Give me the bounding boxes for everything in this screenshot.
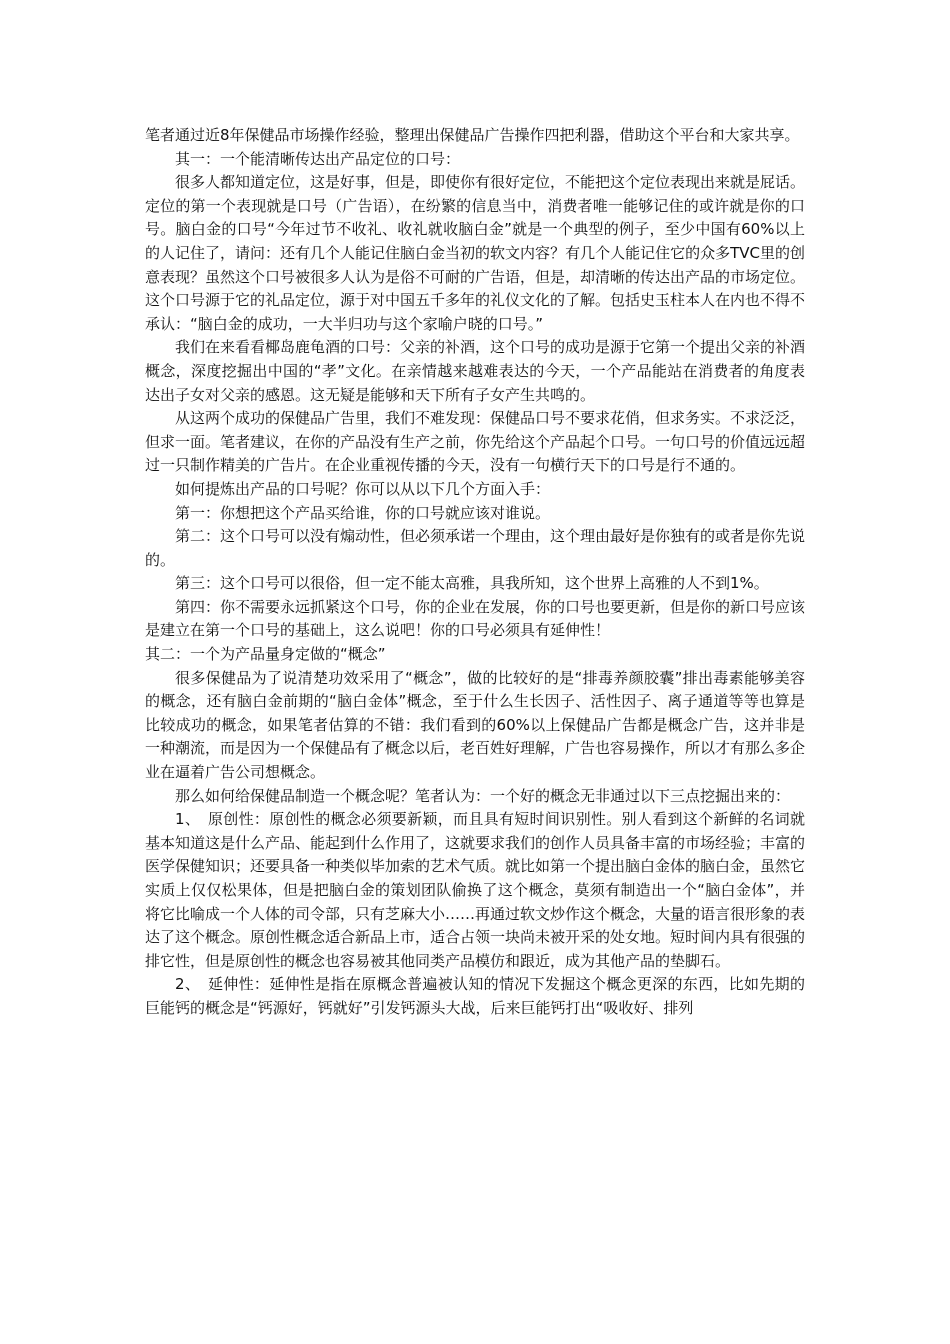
numbered-item-originality: 1、 原创性：原创性的概念必须要新颖，而且具有短时间识别性。别人看到这个新鲜的名词就基本知道这是什么产品、能起到什么作用了，这就要求我们的创作人员具备丰富的市场经验；丰富的医学保健知识；还要具备一种类似毕加索的艺术气质。就比如第一个提出脑白金体的脑白金，虽然它实质上仅仅松果体，但是把脑白金的策划团队偷换了这个概念，莫须有制造出一个“脑白金体”，并将它比喻成一个人体的司令部，只有芝麻大小……再通过软文炒作这个概念，大量的语言很形象的表达了这个概念。原创性概念适合新品上市，适合占领一块尚未被开采的处女地。短时间内具有很强的排它性，但是原创性的概念也容易被其他同类产品模仿和跟近，成为其他产品的垫脚石。: [145, 810, 806, 970]
numbered-item-extensibility: 2、 延伸性：延伸性是指在原概念普遍被认知的情况下发掘这个概念更深的东西，比如先期的巨能钙的概念是“钙源好，钙就好”引发钙源头大战，后来巨能钙打出“吸收好、排列: [145, 975, 805, 1017]
section-one-heading: 其一：一个能清晰传达出产品定位的口号：: [175, 149, 461, 168]
list-item-third: 第三：这个口号可以很俗，但一定不能太高雅，具我所知，这个世界上高雅的人不到1%。: [175, 574, 769, 593]
body-paragraph: 那么如何给保健品制造一个概念呢？笔者认为：一个好的概念无非通过以下三点挖掘出来的：: [175, 786, 791, 805]
intro-paragraph: 笔者通过近8年保健品市场操作经验，整理出保健品广告操作四把利器，借助这个平台和大家共享。: [145, 126, 800, 144]
section-two-heading: 其二：一个为产品量身定做的“概念”: [145, 645, 386, 664]
body-paragraph: 很多保健品为了说清楚功效采用了“概念”，做的比较好的是“排毒养颜胶囊”排出毒素能够美容的概念，还有脑白金前期的“脑白金体”概念，至于什么生长因子、活性因子、离子通道等等也算是比较成功的概念，如果笔者估算的不错：我们看到的60%以上保健品广告都是概念广告，这并非是一种潮流，而是因为一个保健品有了概念以后，老百姓好理解，广告也容易操作，所以才有那么多企业在逼着广告公司想概念。: [145, 668, 806, 782]
body-paragraph: 很多人都知道定位，这是好事，但是，即使你有很好定位，不能把这个定位表现出来就是屁话。定位的第一个表现就是口号（广告语），在纷繁的信息当中，消费者唯一能够记住的或许就是你的口号。脑白金的口号“今年过节不收礼、收礼就收脑白金”就是一个典型的例子，至少中国有60%以上的人记住了，请问：还有几个人能记住脑白金当初的软文内容？有几个人能记住它的众多TVC里的创意表现？虽然这个口号被很多人认为是俗不可耐的广告语，但是，却清晰的传达出产品的市场定位。这个口号源于它的礼品定位，源于对中国五千多年的礼仪文化的了解。包括史玉柱本人在内也不得不承认：“脑白金的成功，一大半归功与这个家喻户晓的口号。”: [145, 173, 806, 333]
list-item-second: 第二：这个口号可以没有煽动性，但必须承诺一个理由，这个理由最好是你独有的或者是你先说的。: [145, 527, 806, 569]
body-paragraph: 如何提炼出产品的口号呢？你可以从以下几个方面入手：: [175, 479, 551, 498]
body-paragraph: 我们在来看看椰岛鹿龟酒的口号：父亲的补酒，这个口号的成功是源于它第一个提出父亲的补酒概念，深度挖掘出中国的“孝”文化。在亲情越来越难表达的今天，一个产品能站在消费者的角度表达出子女对父亲的感恩。这无疑是能够和天下所有子女产生共鸣的。: [145, 338, 806, 404]
list-item-fourth: 第四：你不需要永远抓紧这个口号，你的企业在发展，你的口号也要更新，但是你的新口号应该是建立在第一个口号的基础上，这么说吧！你的口号必须具有延伸性！: [145, 597, 806, 640]
body-paragraph: 从这两个成功的保健品广告里，我们不难发现：保健品口号不要求花俏，但求务实。不求泛泛，但求一面。笔者建议，在你的产品没有生产之前，你先给这个产品起个口号。一句口号的价值远远超过一只制作精美的广告片。在企业重视传播的今天，没有一句横行天下的口号是行不通的。: [145, 409, 806, 475]
list-item-first: 第一：你想把这个产品买给谁，你的口号就应该对谁说。: [175, 503, 551, 522]
document-body: [145, 124, 805, 1021]
